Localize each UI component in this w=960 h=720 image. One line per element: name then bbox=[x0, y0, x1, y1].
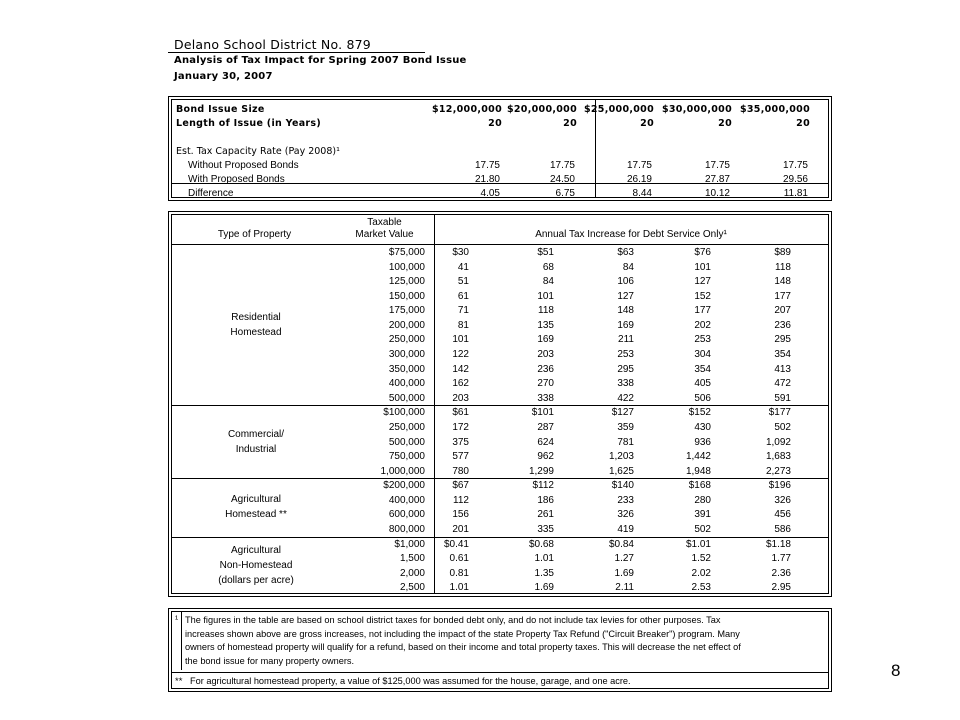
tax-increase-cell: 354 bbox=[774, 349, 791, 360]
tax-increase-cell: 456 bbox=[774, 509, 791, 520]
tax-increase-cell: 177 bbox=[774, 291, 791, 302]
market-value-cell: 300,000 bbox=[388, 349, 425, 360]
market-value-header-line1: Taxable bbox=[367, 217, 402, 228]
header-divider bbox=[172, 244, 828, 245]
property-type-label: Homestead ** bbox=[225, 509, 287, 520]
footnote-1-line: the bond issue for many property owners. bbox=[185, 655, 355, 666]
footnote-1-line: increases shown above are gross increases, not including the impact of the state Property Tax Refund ("Circuit Breaker") program. Many bbox=[185, 628, 740, 639]
tax-increase-cell: $89 bbox=[774, 247, 791, 258]
summary-value: 8.44 bbox=[632, 188, 652, 199]
summary-value: 17.75 bbox=[782, 160, 808, 171]
market-value-cell: 250,000 bbox=[388, 334, 425, 345]
document-title: Delano School District No. 879 bbox=[174, 37, 371, 52]
tax-increase-cell: 1,092 bbox=[765, 437, 791, 448]
tax-increase-cell: 295 bbox=[617, 364, 634, 375]
summary-value: $12,000,000 bbox=[431, 104, 502, 115]
tax-increase-cell: 203 bbox=[537, 349, 554, 360]
tax-increase-cell: 419 bbox=[617, 524, 634, 535]
market-value-cell: 1,000,000 bbox=[380, 466, 425, 477]
tax-increase-cell: $177 bbox=[768, 407, 791, 418]
property-type-label: Non-Homestead bbox=[219, 560, 293, 571]
tax-increase-cell: 2.53 bbox=[691, 582, 711, 593]
tax-increase-cell: 624 bbox=[537, 437, 554, 448]
tax-increase-cell: 101 bbox=[694, 262, 711, 273]
tax-increase-cell: 2.02 bbox=[691, 568, 711, 579]
tax-increase-cell: $76 bbox=[694, 247, 711, 258]
tax-increase-cell: $1.18 bbox=[765, 539, 791, 550]
tax-increase-cell: 1,299 bbox=[528, 466, 554, 477]
tax-increase-cell: $63 bbox=[617, 247, 634, 258]
tax-increase-cell: 172 bbox=[452, 422, 469, 433]
tax-increase-cell: 413 bbox=[774, 364, 791, 375]
property-type-label: (dollars per acre) bbox=[218, 575, 294, 586]
market-value-cell: 350,000 bbox=[388, 364, 425, 375]
tax-increase-cell: 71 bbox=[457, 305, 469, 316]
summary-row-label: Bond Issue Size bbox=[176, 104, 265, 115]
market-value-cell: 2,000 bbox=[399, 568, 425, 579]
tax-increase-cell: 586 bbox=[774, 524, 791, 535]
market-value-cell: 400,000 bbox=[388, 378, 425, 389]
summary-row-label: Est. Tax Capacity Rate (Pay 2008)¹ bbox=[176, 146, 340, 157]
tax-increase-cell: 106 bbox=[617, 276, 634, 287]
tax-increase-cell: 359 bbox=[617, 422, 634, 433]
tax-increase-cell: 148 bbox=[617, 305, 634, 316]
tax-increase-cell: 207 bbox=[774, 305, 791, 316]
tax-increase-cell: 1.01 bbox=[534, 553, 554, 564]
tax-increase-cell: 936 bbox=[694, 437, 711, 448]
tax-increase-cell: 51 bbox=[457, 276, 469, 287]
tax-increase-cell: 201 bbox=[452, 524, 469, 535]
tax-increase-cell: 41 bbox=[457, 262, 469, 273]
tax-increase-cell: 280 bbox=[694, 495, 711, 506]
summary-row bbox=[172, 159, 828, 173]
tax-increase-cell: 1,683 bbox=[765, 451, 791, 462]
tax-increase-cell: 236 bbox=[774, 320, 791, 331]
tax-increase-cell: $140 bbox=[611, 480, 634, 491]
summary-value: 20 bbox=[488, 118, 502, 129]
summary-row-label: Without Proposed Bonds bbox=[188, 160, 299, 171]
summary-value: 17.75 bbox=[626, 160, 652, 171]
summary-value: $35,000,000 bbox=[739, 104, 810, 115]
market-value-cell: 150,000 bbox=[388, 291, 425, 302]
footnote-2-mark: ** bbox=[175, 676, 183, 687]
property-type-label: Agricultural bbox=[230, 494, 282, 505]
tax-increase-cell: $30 bbox=[452, 247, 469, 258]
tax-increase-cell: 1.69 bbox=[534, 582, 554, 593]
tax-increase-cell: 118 bbox=[538, 305, 554, 316]
tax-increase-cell: $1.01 bbox=[685, 539, 711, 550]
document-date: January 30, 2007 bbox=[174, 71, 273, 82]
tax-increase-cell: 261 bbox=[537, 509, 554, 520]
tax-increase-cell: $61 bbox=[452, 407, 469, 418]
tax-increase-cell: 127 bbox=[694, 276, 711, 287]
title-underline bbox=[168, 52, 425, 53]
summary-value: 21.80 bbox=[474, 174, 500, 185]
tax-increase-cell: 1.27 bbox=[614, 553, 634, 564]
summary-value: 20 bbox=[563, 118, 577, 129]
market-value-header-line2: Market Value bbox=[355, 229, 414, 240]
tax-increase-cell: 326 bbox=[617, 509, 634, 520]
market-value-cell: 100,000 bbox=[388, 262, 425, 273]
summary-value: 24.50 bbox=[549, 174, 575, 185]
tax-increase-cell: 295 bbox=[774, 334, 791, 345]
tax-increase-cell: 781 bbox=[617, 437, 634, 448]
summary-row bbox=[172, 145, 828, 159]
tax-increase-cell: 152 bbox=[694, 291, 711, 302]
tax-increase-cell: 1,625 bbox=[608, 466, 634, 477]
market-value-cell: $75,000 bbox=[388, 247, 425, 258]
page-number: 8 bbox=[891, 661, 901, 680]
tax-increase-cell: 177 bbox=[694, 305, 711, 316]
summary-value: 17.75 bbox=[549, 160, 575, 171]
tax-increase-cell: 338 bbox=[537, 393, 554, 404]
tax-increase-cell: $0.68 bbox=[528, 539, 554, 550]
tax-increase-cell: 1.52 bbox=[691, 553, 711, 564]
tax-increase-cell: 84 bbox=[542, 276, 554, 287]
tax-increase-cell: 0.81 bbox=[449, 568, 469, 579]
tax-increase-cell: $112 bbox=[532, 480, 554, 491]
summary-value: $30,000,000 bbox=[661, 104, 732, 115]
tax-increase-cell: 127 bbox=[617, 291, 634, 302]
tax-increase-cell: 162 bbox=[452, 378, 469, 389]
tax-increase-cell: $51 bbox=[537, 247, 554, 258]
footnote-2-text: For agricultural homestead property, a value of $125,000 was assumed for the house, garage, and one acre. bbox=[190, 676, 631, 686]
bond-summary-table bbox=[168, 96, 832, 201]
document-subtitle: Analysis of Tax Impact for Spring 2007 Bond Issue bbox=[174, 55, 467, 66]
tax-increase-cell: 391 bbox=[694, 509, 711, 520]
property-type-label: Industrial bbox=[235, 444, 277, 455]
tax-increase-cell: 2.95 bbox=[771, 582, 791, 593]
tax-increase-cell: 326 bbox=[774, 495, 791, 506]
tax-increase-cell: $152 bbox=[688, 407, 711, 418]
tax-increase-cell: 270 bbox=[537, 378, 554, 389]
tax-increase-cell: 112 bbox=[453, 495, 469, 506]
tax-increase-cell: 375 bbox=[452, 437, 469, 448]
tax-increase-cell: 287 bbox=[537, 422, 554, 433]
tax-increase-header: Annual Tax Increase for Debt Service Only¹ bbox=[535, 229, 727, 240]
summary-value: 20 bbox=[718, 118, 732, 129]
tax-increase-cell: 68 bbox=[542, 262, 554, 273]
market-value-cell: 400,000 bbox=[388, 495, 425, 506]
tax-increase-cell: 1,442 bbox=[685, 451, 711, 462]
tax-increase-cell: 1,203 bbox=[608, 451, 634, 462]
tax-increase-cell: $168 bbox=[688, 480, 711, 491]
market-value-cell: $200,000 bbox=[383, 480, 425, 491]
summary-row-label: With Proposed Bonds bbox=[188, 174, 285, 185]
tax-increase-cell: 962 bbox=[537, 451, 554, 462]
market-value-cell: 2,500 bbox=[399, 582, 425, 593]
summary-value: 20 bbox=[796, 118, 810, 129]
summary-value: 17.75 bbox=[704, 160, 730, 171]
tax-increase-cell: 122 bbox=[452, 349, 469, 360]
tax-increase-cell: 502 bbox=[694, 524, 711, 535]
property-type-label: Commercial/ bbox=[227, 429, 285, 440]
tax-increase-cell: 2,273 bbox=[765, 466, 791, 477]
tax-increase-cell: 142 bbox=[452, 364, 469, 375]
market-value-cell: 1,500 bbox=[399, 553, 425, 564]
summary-row bbox=[172, 117, 828, 131]
summary-value: 10.12 bbox=[704, 188, 730, 199]
tax-impact-table bbox=[168, 211, 832, 597]
tax-increase-cell: 169 bbox=[537, 334, 554, 345]
tax-increase-cell: 1.77 bbox=[771, 553, 791, 564]
footnote-box bbox=[168, 608, 832, 692]
tax-increase-cell: $196 bbox=[768, 480, 791, 491]
tax-increase-cell: 502 bbox=[774, 422, 791, 433]
market-value-cell: 600,000 bbox=[388, 509, 425, 520]
summary-row-label: Length of Issue (in Years) bbox=[176, 118, 322, 129]
tax-increase-cell: $127 bbox=[611, 407, 634, 418]
tax-increase-cell: 338 bbox=[617, 378, 634, 389]
market-value-cell: 500,000 bbox=[388, 437, 425, 448]
tax-increase-cell: 101 bbox=[537, 291, 554, 302]
summary-row-label: Difference bbox=[188, 188, 234, 199]
footnote-1-line: owners of homestead property will qualify for a refund, based on their income and total property taxes. This will decrease the net effect of bbox=[185, 642, 741, 652]
tax-increase-cell: 304 bbox=[694, 349, 711, 360]
footnote-divider bbox=[172, 672, 828, 673]
tax-increase-cell: 84 bbox=[622, 262, 634, 273]
tax-increase-cell: 202 bbox=[694, 320, 711, 331]
tax-increase-cell: 101 bbox=[452, 334, 469, 345]
summary-value: 6.75 bbox=[555, 188, 575, 199]
tax-increase-cell: $0.84 bbox=[608, 539, 634, 550]
tax-increase-cell: 233 bbox=[617, 495, 634, 506]
market-value-cell: 200,000 bbox=[388, 320, 425, 331]
tax-increase-cell: 354 bbox=[694, 364, 711, 375]
summary-row bbox=[172, 131, 828, 145]
tax-increase-cell: 506 bbox=[694, 393, 711, 404]
tax-increase-cell: 1.69 bbox=[614, 568, 634, 579]
tax-increase-cell: 2.11 bbox=[615, 582, 634, 593]
property-type-label: Agricultural bbox=[230, 545, 282, 556]
bond-summary-inner-border bbox=[171, 99, 829, 198]
summary-value: $20,000,000 bbox=[506, 104, 577, 115]
market-value-cell: 750,000 bbox=[388, 451, 425, 462]
tax-increase-cell: 236 bbox=[537, 364, 554, 375]
tax-increase-cell: 335 bbox=[537, 524, 554, 535]
tax-increase-cell: $101 bbox=[531, 407, 554, 418]
summary-row bbox=[172, 187, 828, 201]
market-value-cell: 175,000 bbox=[388, 305, 425, 316]
tax-increase-cell: 186 bbox=[537, 495, 554, 506]
market-value-cell: 125,000 bbox=[388, 276, 425, 287]
tax-increase-cell: 1,948 bbox=[685, 466, 711, 477]
tax-increase-cell: 0.61 bbox=[449, 553, 469, 564]
summary-value: 27.87 bbox=[704, 174, 730, 185]
tax-increase-cell: 405 bbox=[694, 378, 711, 389]
summary-value: 20 bbox=[640, 118, 654, 129]
tax-increase-cell: 430 bbox=[694, 422, 711, 433]
tax-increase-cell: 422 bbox=[617, 393, 634, 404]
tax-increase-cell: 253 bbox=[617, 349, 634, 360]
market-value-cell: 250,000 bbox=[388, 422, 425, 433]
summary-value: 4.05 bbox=[480, 188, 500, 199]
tax-increase-cell: $67 bbox=[452, 480, 469, 491]
summary-value: 29.56 bbox=[782, 174, 808, 185]
tax-increase-cell: 156 bbox=[452, 509, 469, 520]
tax-increase-cell: 253 bbox=[694, 334, 711, 345]
market-value-cell: 800,000 bbox=[388, 524, 425, 535]
tax-increase-cell: 81 bbox=[457, 320, 469, 331]
tax-increase-cell: 211 bbox=[618, 334, 634, 345]
tax-increase-cell: 203 bbox=[452, 393, 469, 404]
tax-increase-cell: 1.35 bbox=[534, 568, 554, 579]
tax-increase-cell: 780 bbox=[452, 466, 469, 477]
property-type-label: Residential bbox=[231, 312, 281, 323]
market-value-cell: $1,000 bbox=[394, 539, 425, 550]
summary-value: 26.19 bbox=[626, 174, 652, 185]
tax-impact-inner-border bbox=[171, 214, 829, 594]
tax-increase-cell: 472 bbox=[774, 378, 791, 389]
market-value-cell: $100,000 bbox=[383, 407, 425, 418]
tax-increase-cell: 169 bbox=[617, 320, 634, 331]
footnote-1-mark: ¹ bbox=[175, 614, 179, 625]
summary-value: 11.81 bbox=[783, 188, 808, 199]
tax-increase-cell: 591 bbox=[774, 393, 791, 404]
summary-row bbox=[172, 103, 828, 117]
market-value-cell: 500,000 bbox=[388, 393, 425, 404]
tax-increase-cell: 148 bbox=[774, 276, 791, 287]
tax-increase-cell: $0.41 bbox=[443, 539, 469, 550]
tax-increase-cell: 577 bbox=[452, 451, 469, 462]
tax-increase-cell: 2.36 bbox=[771, 568, 791, 579]
tax-increase-cell: 118 bbox=[775, 262, 791, 273]
tax-increase-cell: 135 bbox=[537, 320, 554, 331]
summary-value: 17.75 bbox=[474, 160, 500, 171]
tax-increase-cell: 1.01 bbox=[449, 582, 469, 593]
summary-value: $25,000,000 bbox=[583, 104, 654, 115]
property-type-header: Type of Property bbox=[217, 229, 292, 240]
footnote-mark-divider bbox=[181, 612, 182, 670]
footnote-inner-border bbox=[171, 611, 829, 689]
property-type-label: Homestead bbox=[230, 327, 282, 338]
tax-increase-cell: 61 bbox=[457, 291, 469, 302]
summary-row bbox=[172, 173, 828, 187]
footnote-1-line: The figures in the table are based on school district taxes for bonded debt only, and do not include tax levies for other purposes. Tax bbox=[185, 615, 721, 625]
